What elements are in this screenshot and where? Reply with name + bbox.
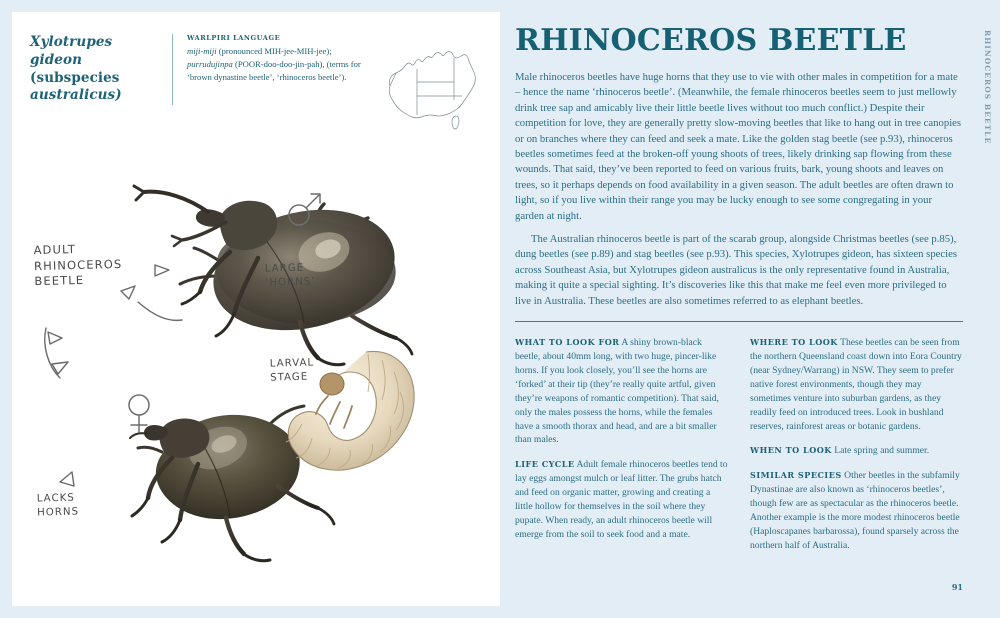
language-term-2-pron: (POOR-doo-doo-jin-pah), — [232, 59, 325, 70]
female-symbol-icon — [122, 392, 156, 436]
beetle-illustration — [12, 152, 500, 592]
field-body: Adult female rhinoceros beetles tend to lay eggs amongst mulch or leaf litter. The grubs hatch and feed on organic matter, growing and creating a little hollow for themselves in the soil where they pupate. When ready, an adult rhinoceros beetle will emerge from the soil to seek food and a mate. — [515, 459, 728, 540]
field-kicker: WHEN TO LOOK — [750, 445, 832, 456]
field-kicker: LIFE CYCLE — [515, 459, 575, 470]
field-body: A shiny brown-black beetle, about 40mm long, with two huge, pincer-like horns. If you look closely, you’ll see the horns are ‘forked’ at their tip (they’re really quite artful, given they’re weapons of romantic competition). That said, only the males possess the horns, while the females have a smooth thorax and head, and are a bit smaller than males. — [515, 337, 719, 446]
language-gloss: (terms for ‘brown dynastine beetle’, ‘rhinoceros beetle’). — [187, 59, 361, 83]
detail-columns — [515, 336, 963, 564]
field-when-to-look — [750, 444, 963, 458]
species-name-line1: Xylotrupes gideon — [30, 34, 113, 68]
language-body — [187, 45, 369, 84]
australia-map — [370, 42, 488, 154]
page-title: RHINOCEROS BEETLE — [515, 23, 907, 58]
field-kicker: WHAT TO LOOK FOR — [515, 337, 620, 348]
annotation-lacks-horns: LACKS HORNS — [36, 492, 80, 519]
field-body: Other beetles in the subfamily Dynastinae are also known as ‘rhinoceros beetles’, though few are as spectacular as the rhinoceros beetle. Another example is the more modest rhinoceros beetle (Haploscapanes barbarossa), found sparsely across the northern half of Australia. — [750, 470, 960, 551]
field-body: Late spring and summer. — [834, 445, 930, 457]
annotation-larval-stage: LARVAL STAGE — [269, 357, 315, 384]
annotation-adult-rhinoceros-beetle: ADULT RHINOCEROS BEETLE — [33, 242, 123, 289]
field-kicker: WHERE TO LOOK — [750, 337, 838, 348]
species-name-line3: australicus) — [30, 87, 122, 104]
section-divider — [515, 321, 963, 322]
left-page — [12, 12, 500, 606]
language-term-2: purrudujinpa — [187, 59, 233, 70]
detail-column-right — [750, 336, 963, 564]
warlpiri-language-block — [172, 34, 369, 105]
field-what-to-look-for — [515, 336, 728, 447]
page-number: 91 — [951, 582, 963, 592]
species-name-line2: (subspecies — [30, 69, 120, 86]
species-name — [30, 34, 172, 105]
field-similar-species — [750, 469, 963, 552]
annotation-large-horns: LARGE ‘HORNS’ — [264, 262, 316, 289]
detail-column-left — [515, 336, 728, 564]
field-where-to-look — [750, 336, 963, 433]
language-term-1: miji-miji — [187, 46, 217, 56]
field-life-cycle — [515, 458, 728, 541]
field-kicker: SIMILAR SPECIES — [750, 470, 842, 481]
intro-paragraph-2: The Australian rhinoceros beetle is part of the scarab group, alongside Christmas beetles (see p.85), dung beetles (see p.89) and stag beetles (see p.93). This species, Xylotrupes gideon, has sixteen species across Southeast Asia, but Xylotrupes gideon australicus is the only representative found in Australia, making it quite a special sighting. It’s discoveries like this that make me feel even more privileged to live in Australia. These beetles are also sometimes referred to as elephant beetles. — [515, 233, 958, 307]
language-heading: WARLPIRI LANGUAGE — [187, 34, 281, 42]
right-page — [515, 12, 963, 606]
male-symbol-icon — [284, 188, 326, 230]
field-body: These beetles can be seen from the northern Queensland coast down into Eora Country (near Sydney/Warrang) in NSW. They seem to prefer native forest environments, though they may sometimes venture into suburban gardens, as they readily feed on introduced trees. Look in bushland reserves, rainforest areas or botanic gardens. — [750, 337, 962, 432]
running-head: RHINOCEROS BEETLE — [983, 30, 992, 145]
intro-paragraph-1: Male rhinoceros beetles have huge horns that they use to vie with other males in competition for a mate – hence the name ‘rhinoceros beetle’. (Meanwhile, the female rhinoceros beetles seem to just mellowly drink tree sap and amicably live their little beetle lives without too much conflict.) Despite their competition for love, they are generally pretty slow-moving beetles that like to hang out in tree canopies or on branches where they can feed and seek a mate. Like the golden stag beetle (see p.93), rhinoceros beetles sometimes feed at the broken-off young shoots of trees, likely drinking sap flowing from these wounds. That said, they’ve been reported to feed on various fruits, bark, young shoots and leaves on trees, so it perhaps depends on food availability in a given season. The adult beetles are often drawn to light, so if you live within their range you may be lucky enough to see some congregating in your garden at night. — [515, 71, 962, 222]
language-term-1-pron: (pronounced MIH-jee-MIH-jee); — [216, 46, 332, 56]
